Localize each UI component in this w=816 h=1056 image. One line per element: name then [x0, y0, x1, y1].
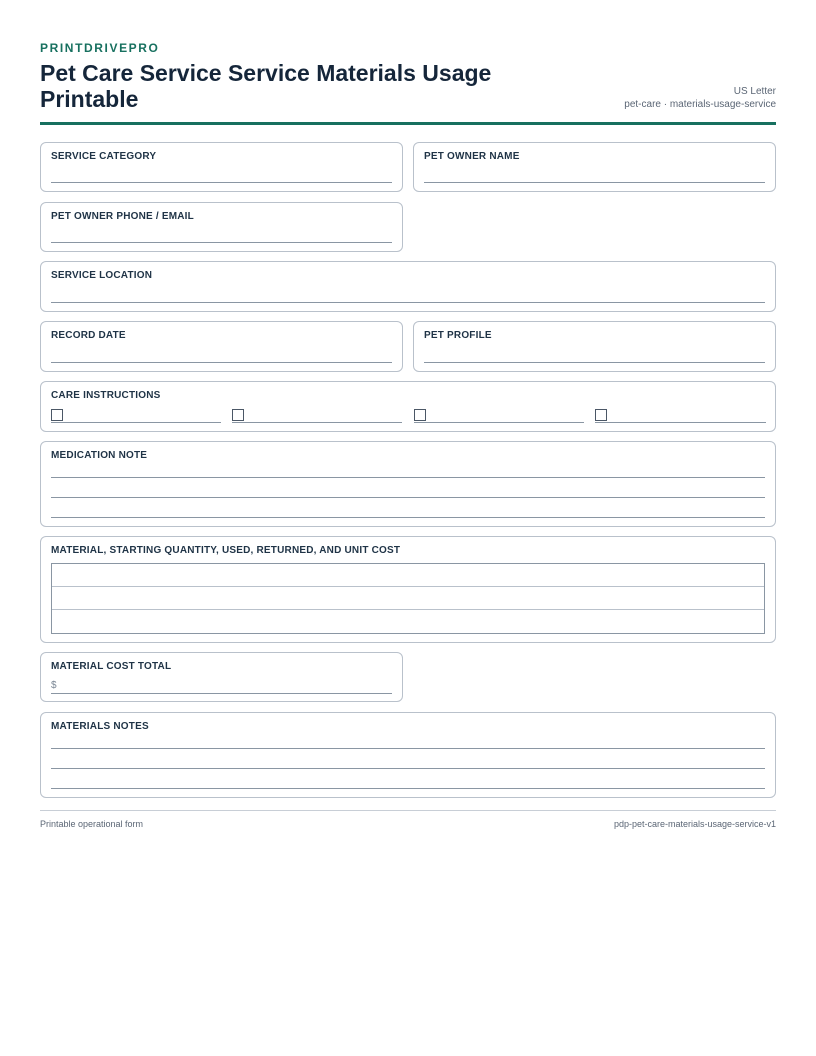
pet-profile-label: PET PROFILE: [424, 330, 492, 341]
care-instructions-field: [40, 381, 776, 432]
service-category-field: [40, 142, 403, 192]
material-cost-total-input-line[interactable]: [51, 693, 392, 694]
page-title: Pet Care Service Service Materials Usage Printable: [40, 60, 492, 112]
care-instruction-item-4: [595, 409, 766, 423]
care-instructions-label: CARE INSTRUCTIONS: [51, 390, 161, 401]
medication-note-line-1[interactable]: [51, 477, 765, 478]
materials-table-label: MATERIAL, STARTING QUANTITY, USED, RETURNED, AND UNIT COST: [51, 545, 401, 556]
materials-notes-line-2[interactable]: [51, 768, 765, 769]
footer-description: Printable operational form: [40, 819, 144, 829]
care-instruction-checkbox-4[interactable]: [595, 409, 607, 421]
service-category-label: SERVICE CATEGORY: [51, 151, 157, 162]
record-date-label: RECORD DATE: [51, 330, 126, 341]
service-location-field: [40, 261, 776, 312]
table-row[interactable]: [52, 587, 764, 610]
medication-note-line-2[interactable]: [51, 497, 765, 498]
record-date-input-line[interactable]: [51, 362, 392, 363]
paper-size: US Letter: [733, 86, 776, 97]
form-path: pet-care · materials-usage-service: [624, 99, 776, 110]
brand-name: PRINTDRIVEPRO: [40, 41, 160, 55]
header-divider: [40, 122, 776, 125]
material-cost-total-field: [40, 652, 403, 702]
medication-note-label: MEDICATION NOTE: [51, 450, 148, 461]
pet-owner-contact-input-line[interactable]: [51, 242, 392, 243]
pet-owner-name-label: PET OWNER NAME: [424, 151, 520, 162]
materials-notes-field: [40, 712, 776, 798]
materials-notes-line-1[interactable]: [51, 748, 765, 749]
record-date-field: [40, 321, 403, 372]
medication-note-line-3[interactable]: [51, 517, 765, 518]
table-row[interactable]: [52, 610, 764, 633]
care-instruction-item-2: [232, 409, 402, 423]
material-cost-total-label: MATERIAL COST TOTAL: [51, 661, 172, 672]
service-location-label: SERVICE LOCATION: [51, 270, 153, 281]
care-instruction-item-1: [51, 409, 221, 423]
pet-owner-contact-label: PET OWNER PHONE / EMAIL: [51, 211, 194, 222]
materials-notes-line-3[interactable]: [51, 788, 765, 789]
materials-table-field: [40, 536, 776, 643]
form-meta: [624, 85, 776, 111]
care-instruction-checkbox-3[interactable]: [414, 409, 426, 421]
pet-profile-field: [413, 321, 776, 372]
footer-form-id: pdp-pet-care-materials-usage-service-v1: [613, 819, 776, 829]
footer-divider: [40, 810, 776, 811]
table-row[interactable]: [52, 564, 764, 587]
service-location-input-line[interactable]: [51, 302, 765, 303]
pet-owner-name-field: [413, 142, 776, 192]
pet-profile-input-line[interactable]: [424, 362, 765, 363]
currency-symbol: $: [51, 680, 57, 691]
care-instruction-item-3: [414, 409, 584, 423]
care-instruction-checkbox-2[interactable]: [232, 409, 244, 421]
materials-notes-label: MATERIALS NOTES: [51, 721, 149, 732]
pet-owner-contact-field: [40, 202, 403, 252]
materials-table: [51, 563, 765, 634]
care-instruction-checkbox-1[interactable]: [51, 409, 63, 421]
pet-owner-name-input-line[interactable]: [424, 182, 765, 183]
medication-note-field: [40, 441, 776, 527]
service-category-input-line[interactable]: [51, 182, 392, 183]
